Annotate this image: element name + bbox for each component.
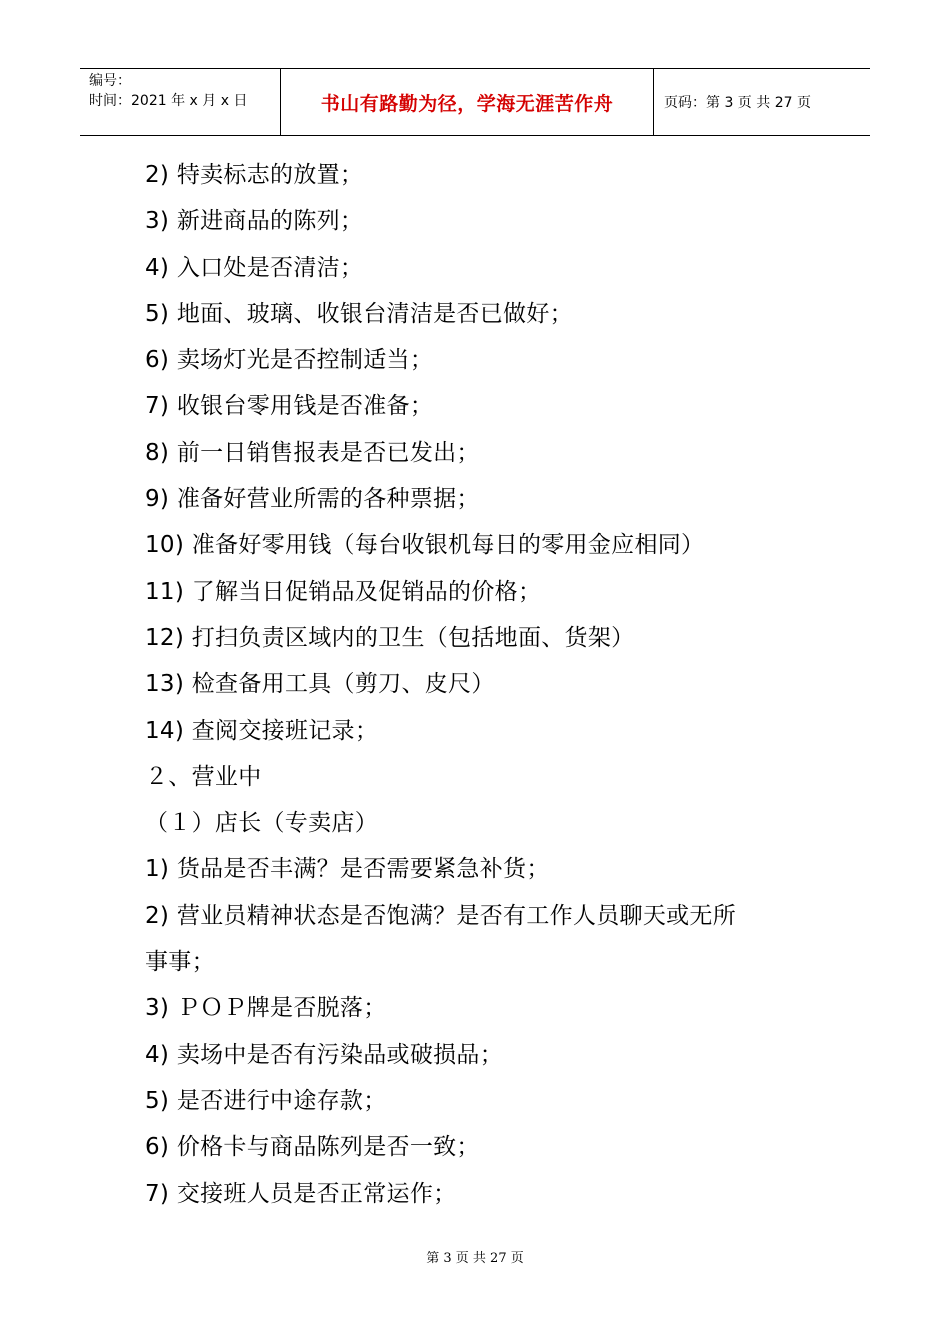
body-line: 8) 前一日销售报表是否已发出； — [145, 439, 480, 466]
body-line: 6) 卖场灯光是否控制适当； — [145, 347, 434, 374]
body-line: 6) 价格卡与商品陈列是否一致； — [145, 1134, 480, 1161]
body-line: 10) 准备好零用钱（每台收银机每日的零用金应相同） — [145, 532, 705, 559]
body-line: 4) 卖场中是否有污染品或破损品； — [145, 1041, 504, 1068]
subsection-heading: （１）店长（专卖店） — [145, 810, 378, 837]
header-motto: 书山有路勤为径，学海无涯苦作舟 — [320, 92, 614, 115]
body-line: 5) 是否进行中途存款； — [145, 1087, 387, 1114]
body-line: 2) 特卖标志的放置； — [145, 162, 364, 188]
page-info: 页码：第 3 页 共 27 页 — [664, 95, 811, 111]
time-label: 时间：2021 年 x 月 x 日 — [89, 93, 248, 109]
header-motto-cell — [281, 69, 654, 135]
body-line: 1) 货品是否丰满？是否需要紧急补货； — [145, 856, 550, 883]
body-line: 7) 交接班人员是否正常运作； — [145, 1180, 457, 1207]
header-page-info-cell — [654, 69, 870, 135]
body-line: 12) 打扫负责区域内的卫生（包括地面、货架） — [145, 624, 635, 651]
document-body — [145, 152, 825, 1217]
body-line: 9) 准备好营业所需的各种票据； — [145, 486, 480, 513]
body-line: 13) 检查备用工具（剪刀、皮尺） — [145, 671, 495, 698]
body-line: 5) 地面、玻璃、收银台清洁是否已做好； — [145, 300, 573, 327]
body-line: 7) 收银台零用钱是否准备； — [145, 393, 434, 420]
section-heading: ２、营业中 — [145, 763, 262, 790]
header-meta — [80, 69, 281, 135]
document-header — [80, 68, 870, 136]
body-line-continuation: 事事； — [145, 949, 215, 976]
body-line: 4) 入口处是否清洁； — [145, 254, 364, 281]
body-line: 2) 营业员精神状态是否饱满？是否有工作人员聊天或无所 — [145, 902, 737, 929]
body-line: 3) ＰＯＰ牌是否脱落； — [145, 995, 387, 1022]
page-footer: 第 3 页 共 27 页 — [426, 1251, 524, 1266]
body-line: 14) 查阅交接班记录； — [145, 717, 379, 744]
body-line: 3) 新进商品的陈列； — [145, 208, 364, 235]
number-label: 编号： — [89, 73, 131, 89]
body-line: 11) 了解当日促销品及促销品的价格； — [145, 578, 542, 605]
